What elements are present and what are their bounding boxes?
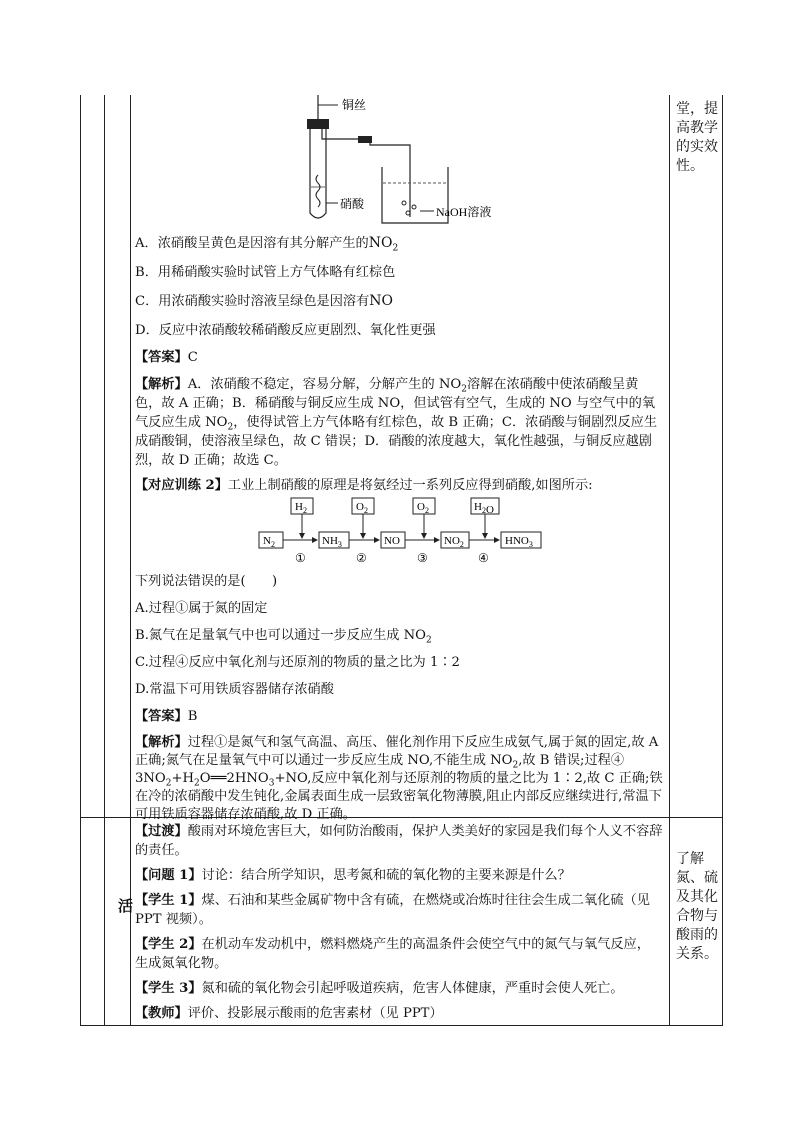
species-hno3 xyxy=(501,532,541,549)
q1-option-b: B．用稀硝酸实验时试管上方气体略有红棕色 xyxy=(135,265,396,280)
q1-analysis: 【解析】A．浓硝酸不稳定，容易分解，分解产生的 $NO_2$溶解在浓硝酸中使浓硝酸呈黄色，故 A 正确；B．稀硝酸与铜反应生成 NO，但试管有空气，生成的 NO 与空气中的氧气反应生成 $NO_2$，使得试管上方气体略有红棕色，故 B 正确；C．浓硝酸与铜剧烈反应生成硝酸铜，使溶液呈绿色，故 C 错误；D．硝酸的浓度越大，氧化性越强，与铜反应越剧烈，故 D 正确；故选 C。 xyxy=(135,377,658,468)
svg-text:O2: $O_2$ xyxy=(417,501,429,515)
svg-text:H2O: $H_2O$ xyxy=(474,501,494,516)
q1-block xyxy=(135,234,663,501)
q2-option-d: D.常温下可用铁质容器储存浓硝酸 xyxy=(135,682,334,697)
bubble xyxy=(406,211,410,215)
q2-option-a: A.过程①属于氮的固定 xyxy=(135,601,268,616)
copper-label: 铜丝 xyxy=(342,98,367,112)
step-1: ① xyxy=(295,551,306,565)
student-1: 【学生 1】煤、石油和某些金属矿物中含有硫，在燃烧或冶炼时往往会生成二氧化硫（见 PPT 视频）。 xyxy=(135,893,650,927)
stopper xyxy=(307,119,329,129)
q2-option-c: C.过程④反应中氧化剂与还原剂的物质的量之比为 1∶2 xyxy=(135,655,460,670)
side-note-top: 堂，提高教学的实效性。 xyxy=(676,101,718,174)
teacher: 【教师】评价、投影展示酸雨的危害素材（见 PPT） xyxy=(135,1006,443,1021)
q1-option-a: A．浓硝酸呈黄色是因溶有其分解产生的$NO_2$ xyxy=(135,235,399,254)
q1-option-c: C．用浓硝酸实验时溶液呈绿色是因溶有NO xyxy=(135,293,394,309)
svg-text:NO: NO xyxy=(384,535,400,547)
species-no2 xyxy=(441,532,469,549)
reagent-box-h2o xyxy=(471,498,499,538)
table-divider-3 xyxy=(669,95,670,1026)
student-2: 【学生 2】在机动车发动机中，燃料燃烧产生的高温条件会使空气中的氮气与氧气反应，生成氮氧化物。 xyxy=(135,937,650,971)
acid-label: 硝酸 xyxy=(340,197,365,211)
species-nh3 xyxy=(319,532,349,549)
svg-text:HNO3: $HNO_3$ xyxy=(505,535,533,549)
q1-option-d: D．反应中浓硝酸较稀硝酸反应更剧烈、氧化性更强 xyxy=(135,323,436,338)
table-border-left xyxy=(80,95,81,1026)
activity-block xyxy=(135,822,663,1029)
question-1: 【问题 1】讨论：结合所学知识，思考氮和硫的氧化物的主要来源是什么？ xyxy=(135,868,571,883)
svg-text:O2: $O_2$ xyxy=(356,501,368,515)
side-note-bottom: 了解氮、硫及其化合物与酸雨的关系。 xyxy=(676,851,718,962)
section-label: 活 xyxy=(118,897,134,915)
step-3: ③ xyxy=(417,551,428,565)
svg-text:NH3: $NH_3$ xyxy=(322,535,342,549)
nitric-acid-flow-diagram xyxy=(255,496,555,566)
apparatus-diagram xyxy=(290,95,550,230)
q2-block xyxy=(135,572,663,830)
table-divider-1 xyxy=(104,95,105,1026)
tube-joint xyxy=(358,136,372,143)
q2-question: 下列说法错误的是( ) xyxy=(135,574,278,589)
svg-text:N2: $N_2$ xyxy=(263,535,275,549)
copper-coil xyxy=(316,175,320,207)
reagent-box-o2-1 xyxy=(352,498,374,538)
table-border-right xyxy=(722,95,723,1026)
species-n2 xyxy=(259,532,283,549)
step-4: ④ xyxy=(478,551,489,565)
reagent-box-h2 xyxy=(291,498,313,538)
test-tube xyxy=(310,129,326,218)
svg-text:NO2: $NO_2$ xyxy=(444,535,464,549)
transition: 【过渡】酸雨对环境危害巨大，如何防治酸雨，保护人类美好的家园是我们每个人义不容辞的责任。 xyxy=(135,824,663,858)
q2-option-b: B.氮气在足量氧气中也可以通过一步反应生成 $NO_2$ xyxy=(135,628,432,646)
q2-answer: 【答案】B xyxy=(135,709,198,724)
svg-text:H2: $H_2$ xyxy=(295,501,307,515)
bubble xyxy=(402,201,406,205)
q2-stem: 【对应训练 2】工业上制硝酸的原理是将氨经过一系列反应得到硝酸,如图所示: xyxy=(135,478,593,493)
table-divider-2 xyxy=(130,95,131,1026)
q2-analysis: 【解析】过程①是氮气和氢气高温、高压、催化剂作用下反应生成氨气,属于氮的固定,故 A 正确;氮气在足量氧气中可以通过一步反应生成 NO,不能生成 $NO_2$,故 B 错误;过程④ $3NO_2+H_2O══2HNO_3+NO$,反应中氧化剂与还原剂的物质的量之比为 1∶2,故 C 正确;铁在冷的浓硝酸中发生钝化,金属表面生成一层致密氧化物薄膜,阻止内部反应继续进行,常温下可用铁质容器储存浓硝酸,故 D 正确。 xyxy=(135,735,663,822)
bubble xyxy=(412,205,416,209)
reagent-box-o2-2 xyxy=(413,498,435,538)
step-2: ② xyxy=(356,551,367,565)
q1-answer: 【答案】C xyxy=(135,350,198,365)
naoh-label: NaOH溶液 xyxy=(436,205,492,219)
species-no xyxy=(381,532,405,548)
student-3: 【学生 3】氮和硫的氧化物会引起呼吸道疾病，危害人体健康，严重时会使人死亡。 xyxy=(135,981,624,996)
